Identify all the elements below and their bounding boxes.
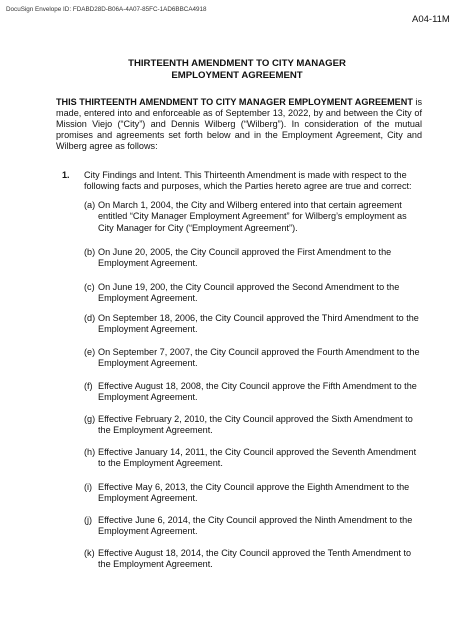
item-text: On September 7, 2007, the City Council approved the Fourth Amendment to the Employment Agreement. [98,347,420,369]
title-line-1: THIRTEENTH AMENDMENT TO CITY MANAGER [128,58,346,69]
section-1-text: City Findings and Intent. This Thirteenth Amendment is made with respect to the following facts and purposes, which the Parties hereto agree are true and correct: [84,170,412,192]
list-item [84,515,424,538]
item-label: (b) [84,247,96,257]
item-text: On June 19, 200, the City Council approved the Second Amendment to the Employment Agreement. [98,282,400,304]
item-label: (f) [84,381,93,391]
section-1 [62,170,422,192]
item-label: (c) [84,282,95,292]
item-label: (d) [84,313,96,323]
item-text: On June 20, 2005, the City Council approved the First Amendment to the Employment Agreement. [98,247,392,269]
item-label: (k) [84,548,95,558]
item-text: On March 1, 2004, the City and Wilberg entered into that certain agreement entitled “City Manager Employment Agreement” for Wilberg’s employment as City Manager for City (“Employment Agreement”). [98,200,407,233]
list-item [84,347,424,370]
list-item [84,381,424,404]
item-label: (a) [84,200,96,210]
item-label: (g) [84,414,96,424]
item-label: (i) [84,482,93,492]
docusign-envelope-id: DocuSign Envelope ID: FDABD28D-B06A-4A07-85FC-1AD6BBCA4918 [6,6,207,13]
item-text: Effective August 18, 2014, the City Council approved the Tenth Amendment to the Employment Agreement. [98,548,412,570]
list-item [84,414,424,437]
item-text: On September 18, 2006, the City Council approved the Third Amendment to the Employment Agreement. [98,313,419,335]
item-text: Effective August 18, 2008, the City Council approve the Fifth Amendment to the Employment Agreement. [98,381,417,403]
item-text: Effective May 6, 2013, the City Council approve the Eighth Amendment to the Employment Agreement. [98,482,410,504]
section-1-number: 1. [62,170,70,180]
list-item [84,447,424,470]
list-item [84,548,424,571]
document-title [0,58,474,82]
list-item [84,313,424,336]
document-number: A04-11M [412,14,450,25]
intro-paragraph [56,97,422,152]
item-text: Effective January 14, 2011, the City Council approved the Seventh Amendment to the Employment Agreement. [98,447,417,469]
list-item [84,282,424,305]
intro-text: is made, entered into and enforceable as of September 13, 2022, by and between the City of Mission Viejo (“City”) and Dennis Wilberg (“Wilberg”). In consideration of the mutual promises and agreements set forth below and in the Employment Agreement, City and Wilberg agree as follows: [56,97,422,152]
item-text: Effective February 2, 2010, the City Council approved the Sixth Amendment to the Employment Agreement. [98,414,413,436]
title-line-2: EMPLOYMENT AGREEMENT [171,70,303,81]
item-label: (j) [84,515,93,525]
list-item [84,482,424,505]
item-text: Effective June 6, 2014, the City Council approved the Ninth Amendment to the Employment Agreement. [98,515,413,537]
item-label: (h) [84,447,96,457]
item-label: (e) [84,347,96,357]
list-item [84,247,424,270]
list-item [84,200,424,234]
intro-bold-heading: THIS THIRTEENTH AMENDMENT TO CITY MANAGER EMPLOYMENT AGREEMENT [56,97,413,107]
